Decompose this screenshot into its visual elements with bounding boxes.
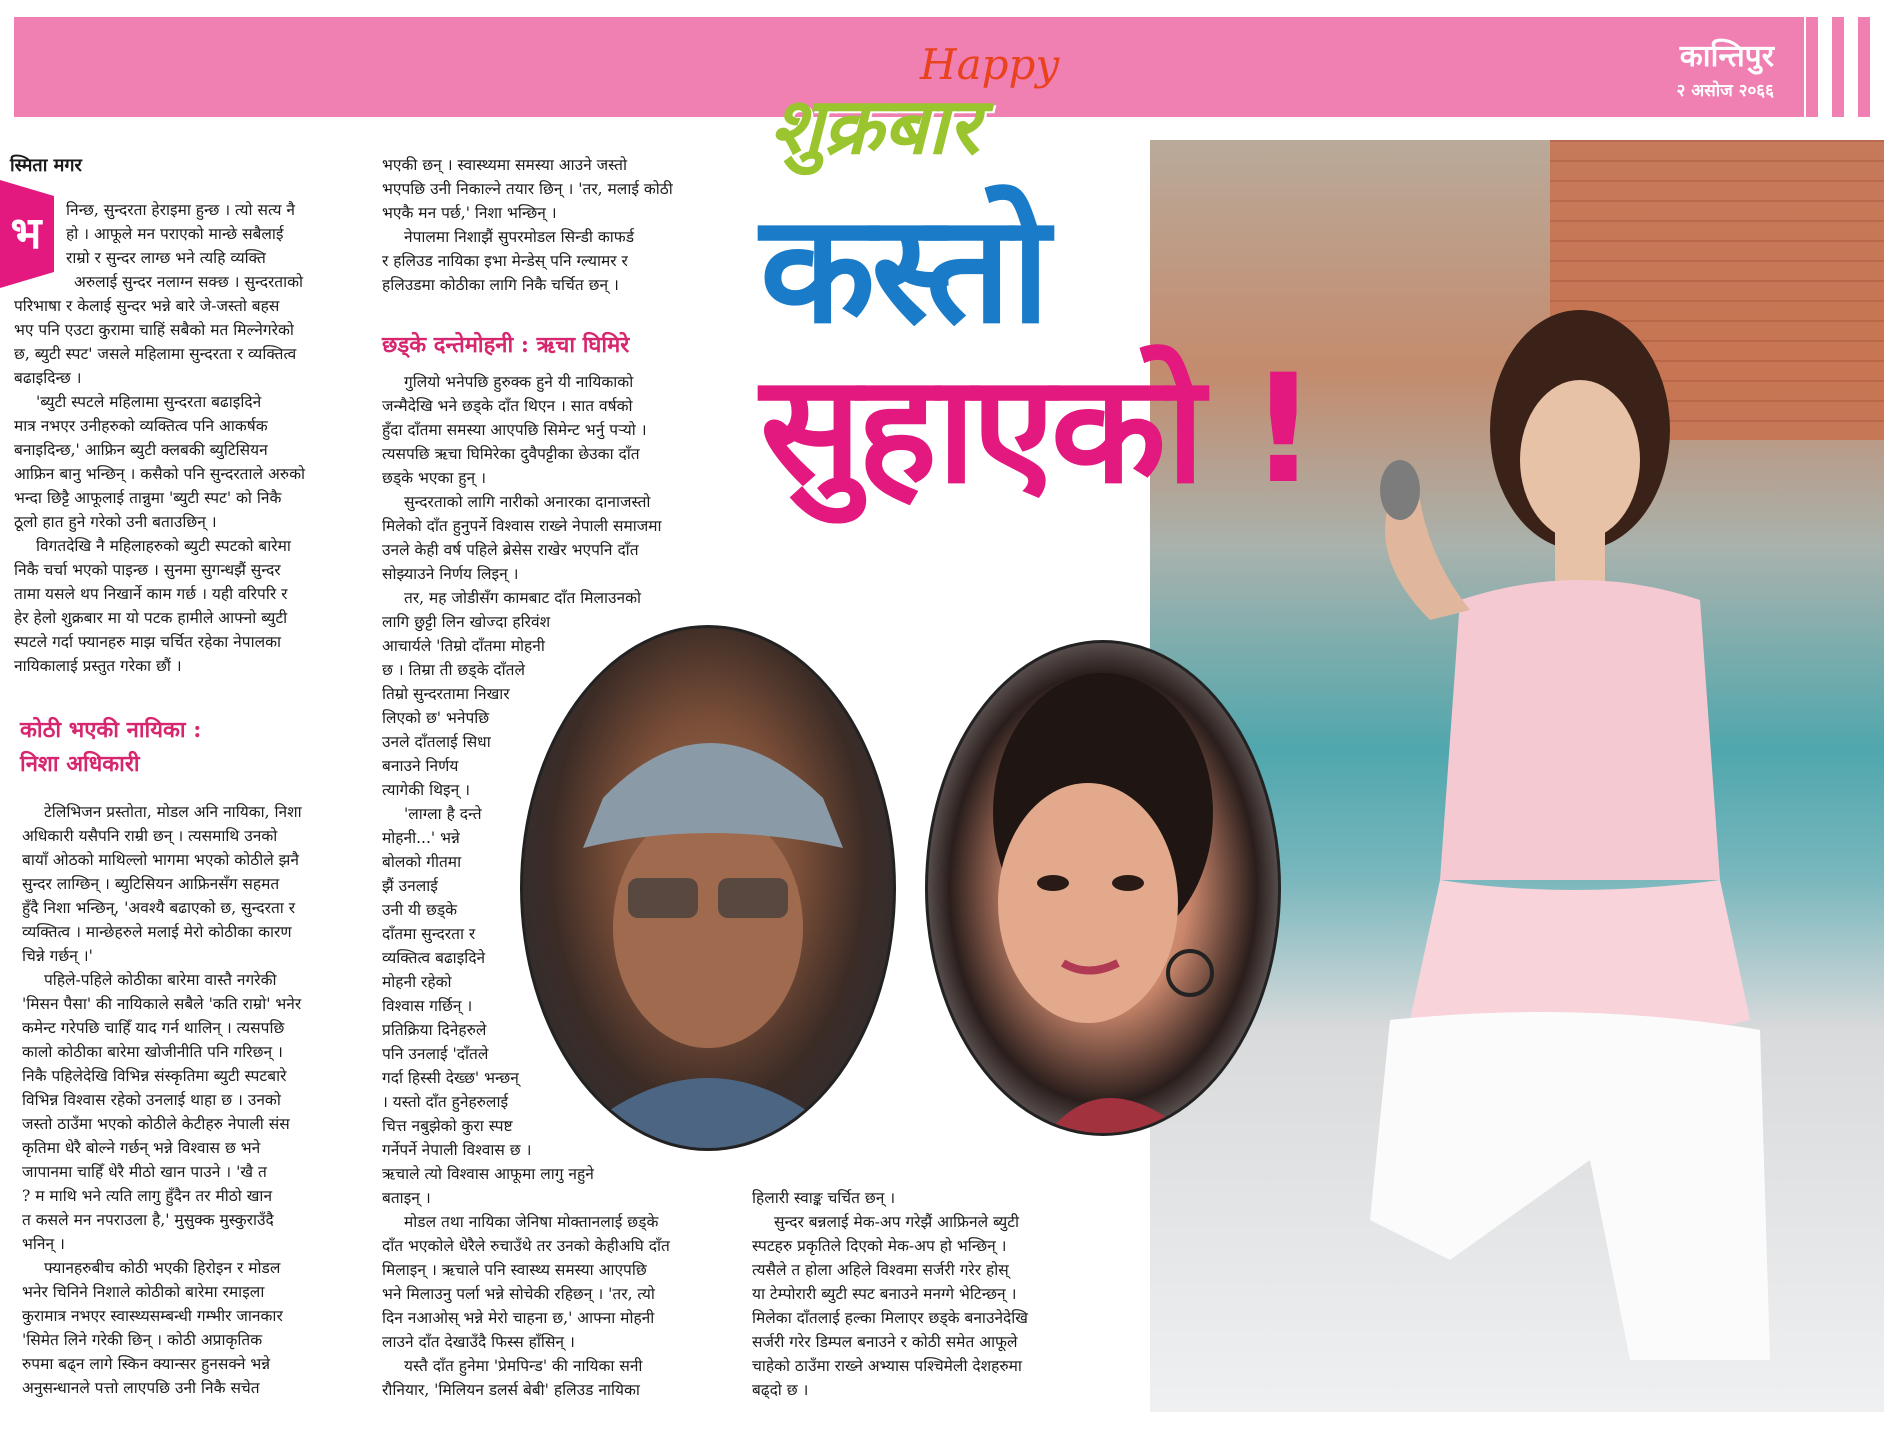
text-line: भने मिलाउनु पर्ला भन्ने सोचेकी रहिछन् । 'तर, त्यो: [382, 1285, 655, 1303]
text-line: जस्तो ठाउँमा भएको कोठीले केटीहरु नेपाली संस: [22, 1115, 290, 1133]
column-1-intro: [14, 198, 354, 678]
text-line: उनले केही वर्ष पहिले ब्रेसेस राखेर भएपनि दाँत: [382, 541, 639, 559]
text-line: मिलेको दाँत हुनुपर्ने विश्वास राख्ने नेपाली समाजमा: [382, 517, 662, 535]
text-line: रुपमा बढ्न लागे स्किन क्यान्सर हुनसक्ने भन्ने: [22, 1355, 271, 1373]
text-line: सर्जरी गरेर डिम्पल बनाउने र कोठी समेत आफूले: [752, 1333, 1018, 1351]
col3-lines: [752, 1186, 1097, 1402]
text-line: हुँदा दाँतमा समस्या आएपछि सिमेन्ट भर्नु पर्‍यो ।: [382, 421, 647, 439]
text-line: जन्मैदेखि भने छड्के दाँत थिएन । सात वर्षको: [382, 397, 633, 415]
text-line: व्यक्तित्व बढाइदिने: [382, 949, 486, 967]
text-line: स्पटहरु प्रकृतिले दिएको मेक-अप हो भन्छिन् ।: [752, 1237, 1007, 1255]
text-line: र हलिउड नायिका इभा मेन्डेस् पनि ग्ल्यामर र: [382, 252, 628, 270]
text-line: भनेर चिनिने निशाले कोठीको बारेमा रमाइला: [22, 1283, 265, 1301]
text-line: चिन्ने गर्छन् ।': [22, 947, 93, 965]
woman-figure: [1330, 260, 1770, 1410]
text-line: 'लाग्ला है दन्ते: [404, 805, 482, 823]
text-line: मोडल तथा नायिका जेनिषा मोक्तानलाई छड्के: [404, 1213, 659, 1231]
text-line: या टेम्पोरारी ब्युटी स्पट बनाउने मनग्गे भेटिन्छन् ।: [752, 1285, 1017, 1303]
text-line: कालो कोठीका बारेमा खोजीनीति पनि गरिछन् ।: [22, 1043, 283, 1061]
photo-nisha-oval: [520, 625, 896, 1151]
text-line: 'ब्युटी स्पटले महिलामा सुन्दरता बढाइदिने: [36, 393, 262, 411]
text-line: । यस्तो दाँत हुनेहरुलाई: [382, 1093, 509, 1111]
col2-wide-lines: [382, 370, 727, 634]
text-line: व्यक्तित्व । मान्छेहरुले मलाई मेरो कोठीका कारण: [22, 923, 292, 941]
text-line: गर्दा हिस्सी देख्छ' भन्छन्: [382, 1069, 519, 1087]
text-line: विश्वास गर्छिन् ।: [382, 997, 473, 1015]
text-line: चाहेको ठाउँमा राख्ने अभ्यास पश्चिमेली देशहरुमा: [752, 1357, 1022, 1375]
column-2-bottom: [382, 1210, 727, 1402]
text-line: छड्के भएका हुन् ।: [382, 469, 486, 487]
headline-line1: कस्तो: [760, 183, 1046, 357]
col2-top-lines: [382, 153, 727, 297]
text-line: कृतिमा धेरै बोल्ने गर्छन् भन्ने विश्वास छ भने: [22, 1139, 261, 1157]
text-line: उनले दाँतलाई सिधा: [382, 733, 491, 751]
text-line: चित्त नबुझेको कुरा स्पष्ट: [382, 1117, 513, 1135]
text-line: भए पनि एउटा कुरामा चाहिं सबैको मत मिल्नेगरेको: [14, 321, 294, 339]
column-1-sub: [20, 713, 350, 781]
text-line: बढाइदिन्छ ।: [14, 369, 82, 387]
text-line: यस्तै दाँत हुनेमा 'प्रेमपिन्ड' की नायिका सनी: [404, 1357, 643, 1375]
text-line: निकै पहिलेदेखि विभिन्न संस्कृतिमा ब्युटी स्पटबारे: [22, 1067, 287, 1085]
richa-figure: [928, 643, 1278, 1133]
logo-overlay-text: Happy: [920, 40, 1060, 89]
text-line: टेलिभिजन प्रस्तोता, मोडल अनि नायिका, निशा: [44, 803, 302, 821]
subheading-nisha-2: निशा अधिकारी: [20, 751, 140, 777]
text-line: त्यसपछि ऋचा घिमिरेका दुवैपट्टीका छेउका दाँत: [382, 445, 640, 463]
column-2-body-wide: [382, 370, 727, 634]
text-line: हिलारी स्वाङ्क चर्चित छन् ।: [752, 1189, 896, 1207]
text-line: बायाँ ओठको माथिल्लो भागमा भएको कोठीले झनै: [22, 851, 300, 869]
text-line: अनुसन्धानले पत्तो लाएपछि उनी निकै सचेत: [22, 1379, 260, 1397]
text-line: सुन्दर बन्नलाई मेक-अप गरेझैं आफ्रिनले ब्युटी: [774, 1213, 1020, 1231]
issue-date: २ असोज २०६६: [1676, 81, 1774, 101]
text-line: दाँत भएकोले धेरैले रुचाउँथे तर उनको केहीअघि दाँत: [382, 1237, 670, 1255]
nisha-figure: [523, 628, 893, 1148]
text-line: आफ्रिन बानु भन्छिन् । कसैको पनि सुन्दरताले अरुको: [14, 465, 305, 483]
text-line: जापानमा चाहिँ धेरै मीठो खान पाउने । 'खै त: [22, 1163, 267, 1181]
text-line: भएकै मन पर्छ,' निशा भन्छिन् ।: [382, 204, 557, 222]
col1-intro-lines: [14, 198, 354, 678]
text-line: उनी यी छड्के: [382, 901, 458, 919]
text-line: भएकी छन् । स्वास्थ्यमा समस्या आउने जस्तो: [382, 156, 628, 174]
text-line: 'मिसन पैसा' की नायिकाले सबैले 'कति राम्रो' भनेर: [22, 995, 302, 1013]
text-line: स्पटले गर्दा फ्यानहरु माझ चर्चित रहेका नेपालका: [14, 633, 282, 651]
text-line: दाँतमा सुन्दरता र: [382, 925, 476, 943]
text-line: प्रतिक्रिया दिनेहरुले: [382, 1021, 487, 1039]
text-line: राम्रो र सुन्दर लाग्छ भने त्यहि व्यक्ति: [66, 249, 266, 267]
column-2-top: [382, 153, 727, 297]
text-line: पनि उनलाई 'दाँतले: [382, 1045, 489, 1063]
text-line: लागि छुट्टी लिन खोज्दा हरिवंश: [382, 613, 551, 631]
text-line: नायिकालाई प्रस्तुत गरेका छौं ।: [14, 657, 182, 675]
column-3: [752, 1186, 1097, 1402]
text-line: भएपछि उनी निकाल्ने तयार छिन् । 'तर, मलाई कोठी: [382, 180, 673, 198]
text-line: बोलको गीतमा: [382, 853, 462, 871]
text-line: बनाउने निर्णय: [382, 757, 459, 775]
text-line: बढ्दो छ ।: [752, 1381, 809, 1399]
masthead-bars: [1806, 17, 1886, 117]
text-line: कमेन्ट गरेपछि चाहिँ याद गर्न थालिन् । त्यसपछि: [22, 1019, 285, 1037]
dropcap-letter: भ: [10, 208, 42, 259]
text-line: हो । आफूले मन पराएको मान्छे सबैलाई: [66, 225, 284, 243]
text-line: भन्दा छिट्टै आफूलाई तान्नुमा 'ब्युटी स्पट' को निकै: [14, 489, 282, 507]
photo-richa-oval: [925, 640, 1281, 1136]
col2-bottom-lines: [382, 1210, 727, 1402]
text-line: त्यसैले त होला अहिले विश्वमा सर्जरी गरेर होस्: [752, 1261, 1009, 1279]
text-line: नेपालमा निशाझैं सुपरमोडल सिन्डी काफर्ड: [404, 228, 635, 246]
byline: स्मिता मगर: [10, 155, 82, 176]
text-line: सोझ्याउने निर्णय लिइन् ।: [382, 565, 519, 583]
column-1-body: [22, 800, 352, 1400]
text-line: त कसले मन नपराउला है,' मुसुक्क मुस्कुराउँदै: [22, 1211, 274, 1229]
text-line: विगतदेखि नै महिलाहरुको ब्युटी स्पटको बारेमा: [36, 537, 291, 555]
text-line: तिम्रो सुन्दरतामा निखार: [382, 685, 510, 703]
column-2-sub: [382, 328, 742, 362]
text-line: हुँदै निशा भन्छिन्, 'अवश्यै बढाएको छ, सुन्दरता र: [22, 899, 296, 917]
text-line: फ्यानहरुबीच कोठी भएकी हिरोइन र मोडल: [44, 1259, 281, 1277]
text-line: मात्र नभएर उनीहरुको व्यक्तित्व पनि आकर्षक: [14, 417, 268, 435]
text-line: भनिन् ।: [22, 1235, 65, 1253]
text-line: 'सिमेत लिने गरेकी छिन् । कोठी अप्राकृतिक: [22, 1331, 263, 1349]
text-line: मोहनी रहेको: [382, 973, 452, 991]
text-line: तामा यसले थप निखार्ने काम गर्छ । यही वरिपरि र: [14, 585, 288, 603]
text-line: सुन्दर लाग्छिन् । ब्युटिसियन आफ्रिनसँग सहमत: [22, 875, 280, 893]
text-line: गुलियो भनेपछि हुरुक्क हुने यी नायिकाको: [404, 373, 634, 391]
text-line: बताइन् ।: [382, 1189, 431, 1207]
logo-text: शुक्रबार: [770, 81, 980, 172]
subheading-richa: छड्के दन्तेमोहनी : ऋचा घिमिरे: [382, 332, 630, 358]
text-line: आचार्यले 'तिम्रो दाँतमा मोहनी: [382, 637, 545, 655]
text-line: मिलाइन् । ऋचाले पनि स्वास्थ्य समस्या आएपछि: [382, 1261, 647, 1279]
supplement-logo: [770, 40, 1110, 190]
text-line: रौनियार, 'मिलियन डलर्स बेबी' हलिउड नायिका: [382, 1381, 640, 1399]
text-line: झैं उनलाई: [382, 877, 438, 895]
text-line: ठूलो हात हुने गरेको उनी बताउछिन् ।: [14, 513, 217, 531]
text-line: मिलेका दाँतलाई हल्का मिलाएर छड्के बनाउनेदेखि: [752, 1309, 1028, 1327]
paper-name: कान्तिपुर: [1679, 39, 1774, 74]
text-line: निन्छ, सुन्दरता हेराइमा हुन्छ । त्यो सत्य नै: [66, 201, 295, 219]
text-line: हेर हेलो शुक्रबार मा यो पटक हामीले आफ्नो ब्युटी: [14, 609, 288, 627]
text-line: पहिले-पहिले कोठीका बारेमा वास्तै नगरेकी: [44, 971, 277, 989]
text-line: निकै चर्चा भएको पाइन्छ । सुनमा सुगन्धझैं सुन्दर: [14, 561, 281, 579]
text-line: लिएको छ' भनेपछि: [382, 709, 490, 727]
text-line: दिन नआओस् भन्ने मेरो चाहना छ,' आफ्ना मोहनी: [382, 1309, 655, 1327]
col1-body-lines: [22, 800, 352, 1400]
text-line: लाउने दाँत देखाउँदै फिस्स हाँसिन् ।: [382, 1333, 575, 1351]
text-line: परिभाषा र केलाई सुन्दर भन्ने बारे जे-जस्तो बहस: [14, 297, 280, 315]
text-line: कुरामात्र नभएर स्वास्थ्यसम्बन्धी गम्भीर जानकार: [22, 1307, 283, 1325]
text-line: ऋचाले त्यो विश्वास आफूमा लागु नहुने: [382, 1165, 594, 1183]
text-line: छ । तिम्रा ती छड्के दाँतले: [382, 661, 526, 679]
text-line: बनाइदिन्छ,' आफ्रिन ब्युटी क्लबकी ब्युटिसियन: [14, 441, 268, 459]
text-line: ? म माथि भने त्यति लागु हुँदैन तर मीठो खान: [22, 1187, 273, 1205]
subheading-nisha-1: कोठी भएकी नायिका :: [20, 717, 202, 743]
text-line: अधिकारी यसैपनि राम्री छन् । त्यसमाथि उनको: [22, 827, 278, 845]
headline-line2: सुहाएको !: [760, 343, 1314, 517]
text-line: हलिउडमा कोठीका लागि निकै चर्चित छन् ।: [382, 276, 619, 294]
text-line: तर, मह जोडीसँग कामबाट दाँत मिलाउनको: [404, 589, 642, 607]
text-line: विभिन्न विश्वास रहेको उनलाई थाहा छ । उनको: [22, 1091, 281, 1109]
text-line: त्यागेकी थिइन् ।: [382, 781, 471, 799]
text-line: गर्नेपर्ने नेपाली विश्वास छ ।: [382, 1141, 532, 1159]
text-line: मोहनी...' भन्ने: [382, 829, 460, 847]
text-line: सुन्दरताको लागि नारीको अनारका दानाजस्तो: [404, 493, 651, 511]
text-line: अरुलाई सुन्दर नलाग्न सक्छ । सुन्दरताको: [74, 273, 304, 291]
text-line: छ, ब्युटी स्पट' जसले महिलामा सुन्दरता र व्यक्तित्व: [14, 345, 297, 363]
